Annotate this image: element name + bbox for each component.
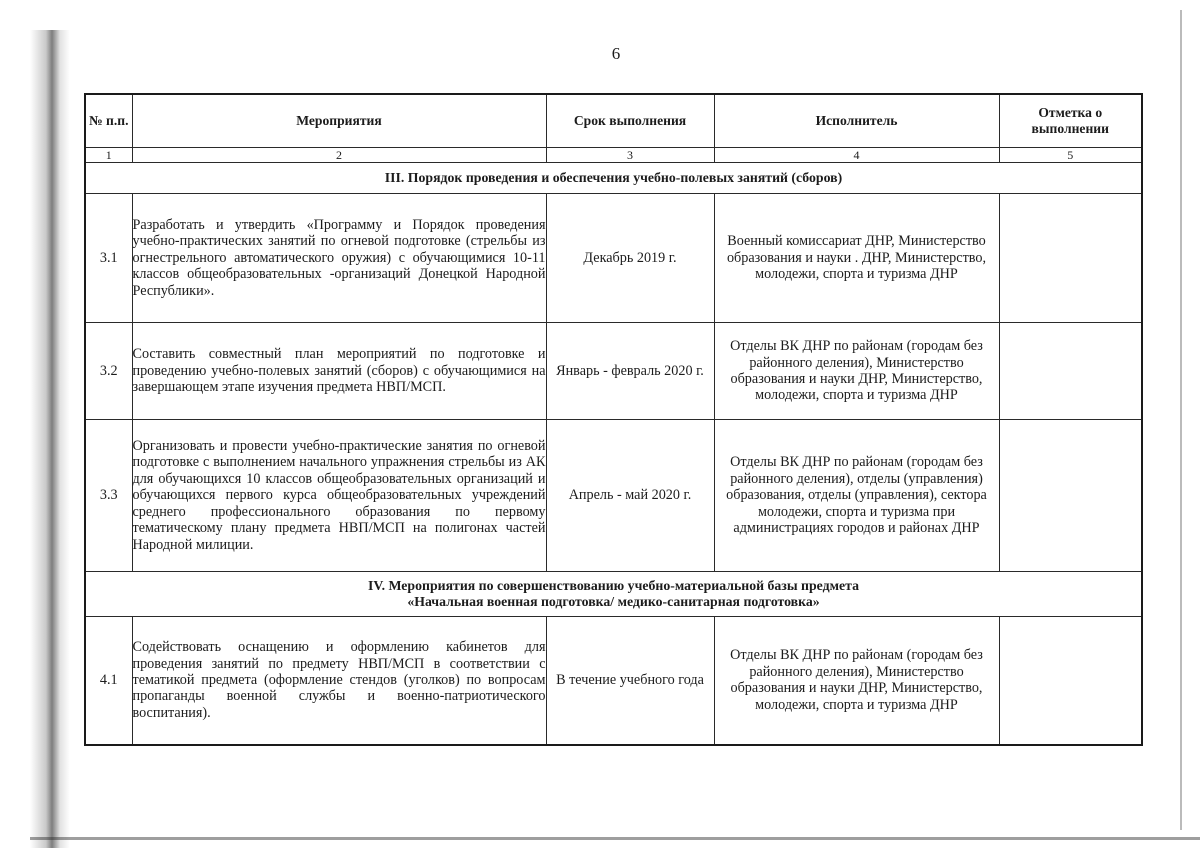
table-row [85, 323, 1142, 420]
activities-table [84, 93, 1143, 746]
row-num: 4.1 [85, 617, 132, 745]
row-activity: Организовать и провести учебно-практические занятия по огневой подготовке с выполнением начального упражнения стрельбы из АК для обучающихся 10 классов общеобразовательных организаций и обучающихся первого курса общеобразовательных учреждений среднего профессионального образования по первому тематическому плану предмета НВП/МСП на полигонах частей Народной милиции. [132, 420, 546, 572]
column-numbers-row [85, 148, 1142, 163]
table-row [85, 194, 1142, 323]
scan-shadow-left [30, 30, 70, 848]
row-executor: Отделы ВК ДНР по районам (городам без районного деления), Министерство образования и науки ДНР, Министерство, молодежи, спорта и туризма ДНР [714, 617, 999, 745]
header-deadline: Срок выполнения [546, 94, 714, 148]
row-mark [999, 194, 1142, 323]
row-activity: Содействовать оснащению и оформлению кабинетов для проведения занятий по предмету НВП/МСП в соответствии с тематикой предмета (оформление стендов (уголков) по вопросам пропаганды военной службы и военно-патриотического воспитания). [132, 617, 546, 745]
row-num: 3.1 [85, 194, 132, 323]
row-deadline: Декабрь 2019 г. [546, 194, 714, 323]
row-mark [999, 617, 1142, 745]
row-deadline: Январь - февраль 2020 г. [546, 323, 714, 420]
column-number: 3 [546, 148, 714, 163]
row-num: 3.2 [85, 323, 132, 420]
section-4-title-line2: «Начальная военная подготовка/ медико-санитарная подготовка» [407, 594, 820, 609]
section-header-row [85, 572, 1142, 617]
header-executor: Исполнитель [714, 94, 999, 148]
column-number: 2 [132, 148, 546, 163]
scan-edge-bottom [30, 837, 1200, 840]
row-executor: Отделы ВК ДНР по районам (городам без районного деления), отделы (управления) образования, отделы (управления), сектора молодежи, спорта и туризма при администрациях городов и районах ДНР [714, 420, 999, 572]
table-row [85, 420, 1142, 572]
section-3-title: III. Порядок проведения и обеспечения учебно-полевых занятий (сборов) [85, 163, 1142, 194]
row-mark [999, 323, 1142, 420]
row-executor: Военный комиссариат ДНР, Министерство образования и науки . ДНР, Министерство, молодежи, спорта и туризма ДНР [714, 194, 999, 323]
header-num: № п.п. [85, 94, 132, 148]
table-row [85, 617, 1142, 745]
row-activity: Составить совместный план мероприятий по подготовке и проведению учебно-полевых занятий (сборов) с обучающимися на завершающем этапе изучения предмета НВП/МСП. [132, 323, 546, 420]
row-deadline: В течение учебного года [546, 617, 714, 745]
row-deadline: Апрель - май 2020 г. [546, 420, 714, 572]
row-executor: Отделы ВК ДНР по районам (городам без районного деления), Министерство образования и науки ДНР, Министерство, молодежи, спорта и туризма ДНР [714, 323, 999, 420]
page-number: 6 [611, 44, 621, 63]
scan-edge-right [1180, 10, 1182, 830]
header-activity: Мероприятия [132, 94, 546, 148]
column-number: 5 [999, 148, 1142, 163]
column-number: 1 [85, 148, 132, 163]
section-header-row [85, 163, 1142, 194]
header-mark: Отметка о выполнении [999, 94, 1142, 148]
section-4-title [85, 572, 1142, 617]
row-activity: Разработать и утвердить «Программу и Порядок проведения учебно-практических занятий по огневой подготовке (стрельбы из огнестрельного автоматического оружия) с обучающимися 10-11 классов общеобразовательных -организаций Донецкой Народной Республики». [132, 194, 546, 323]
row-mark [999, 420, 1142, 572]
section-4-title-line1: IV. Мероприятия по совершенствованию учебно-материальной базы предмета [368, 577, 859, 593]
table-header-row [85, 94, 1142, 148]
column-number: 4 [714, 148, 999, 163]
row-num: 3.3 [85, 420, 132, 572]
